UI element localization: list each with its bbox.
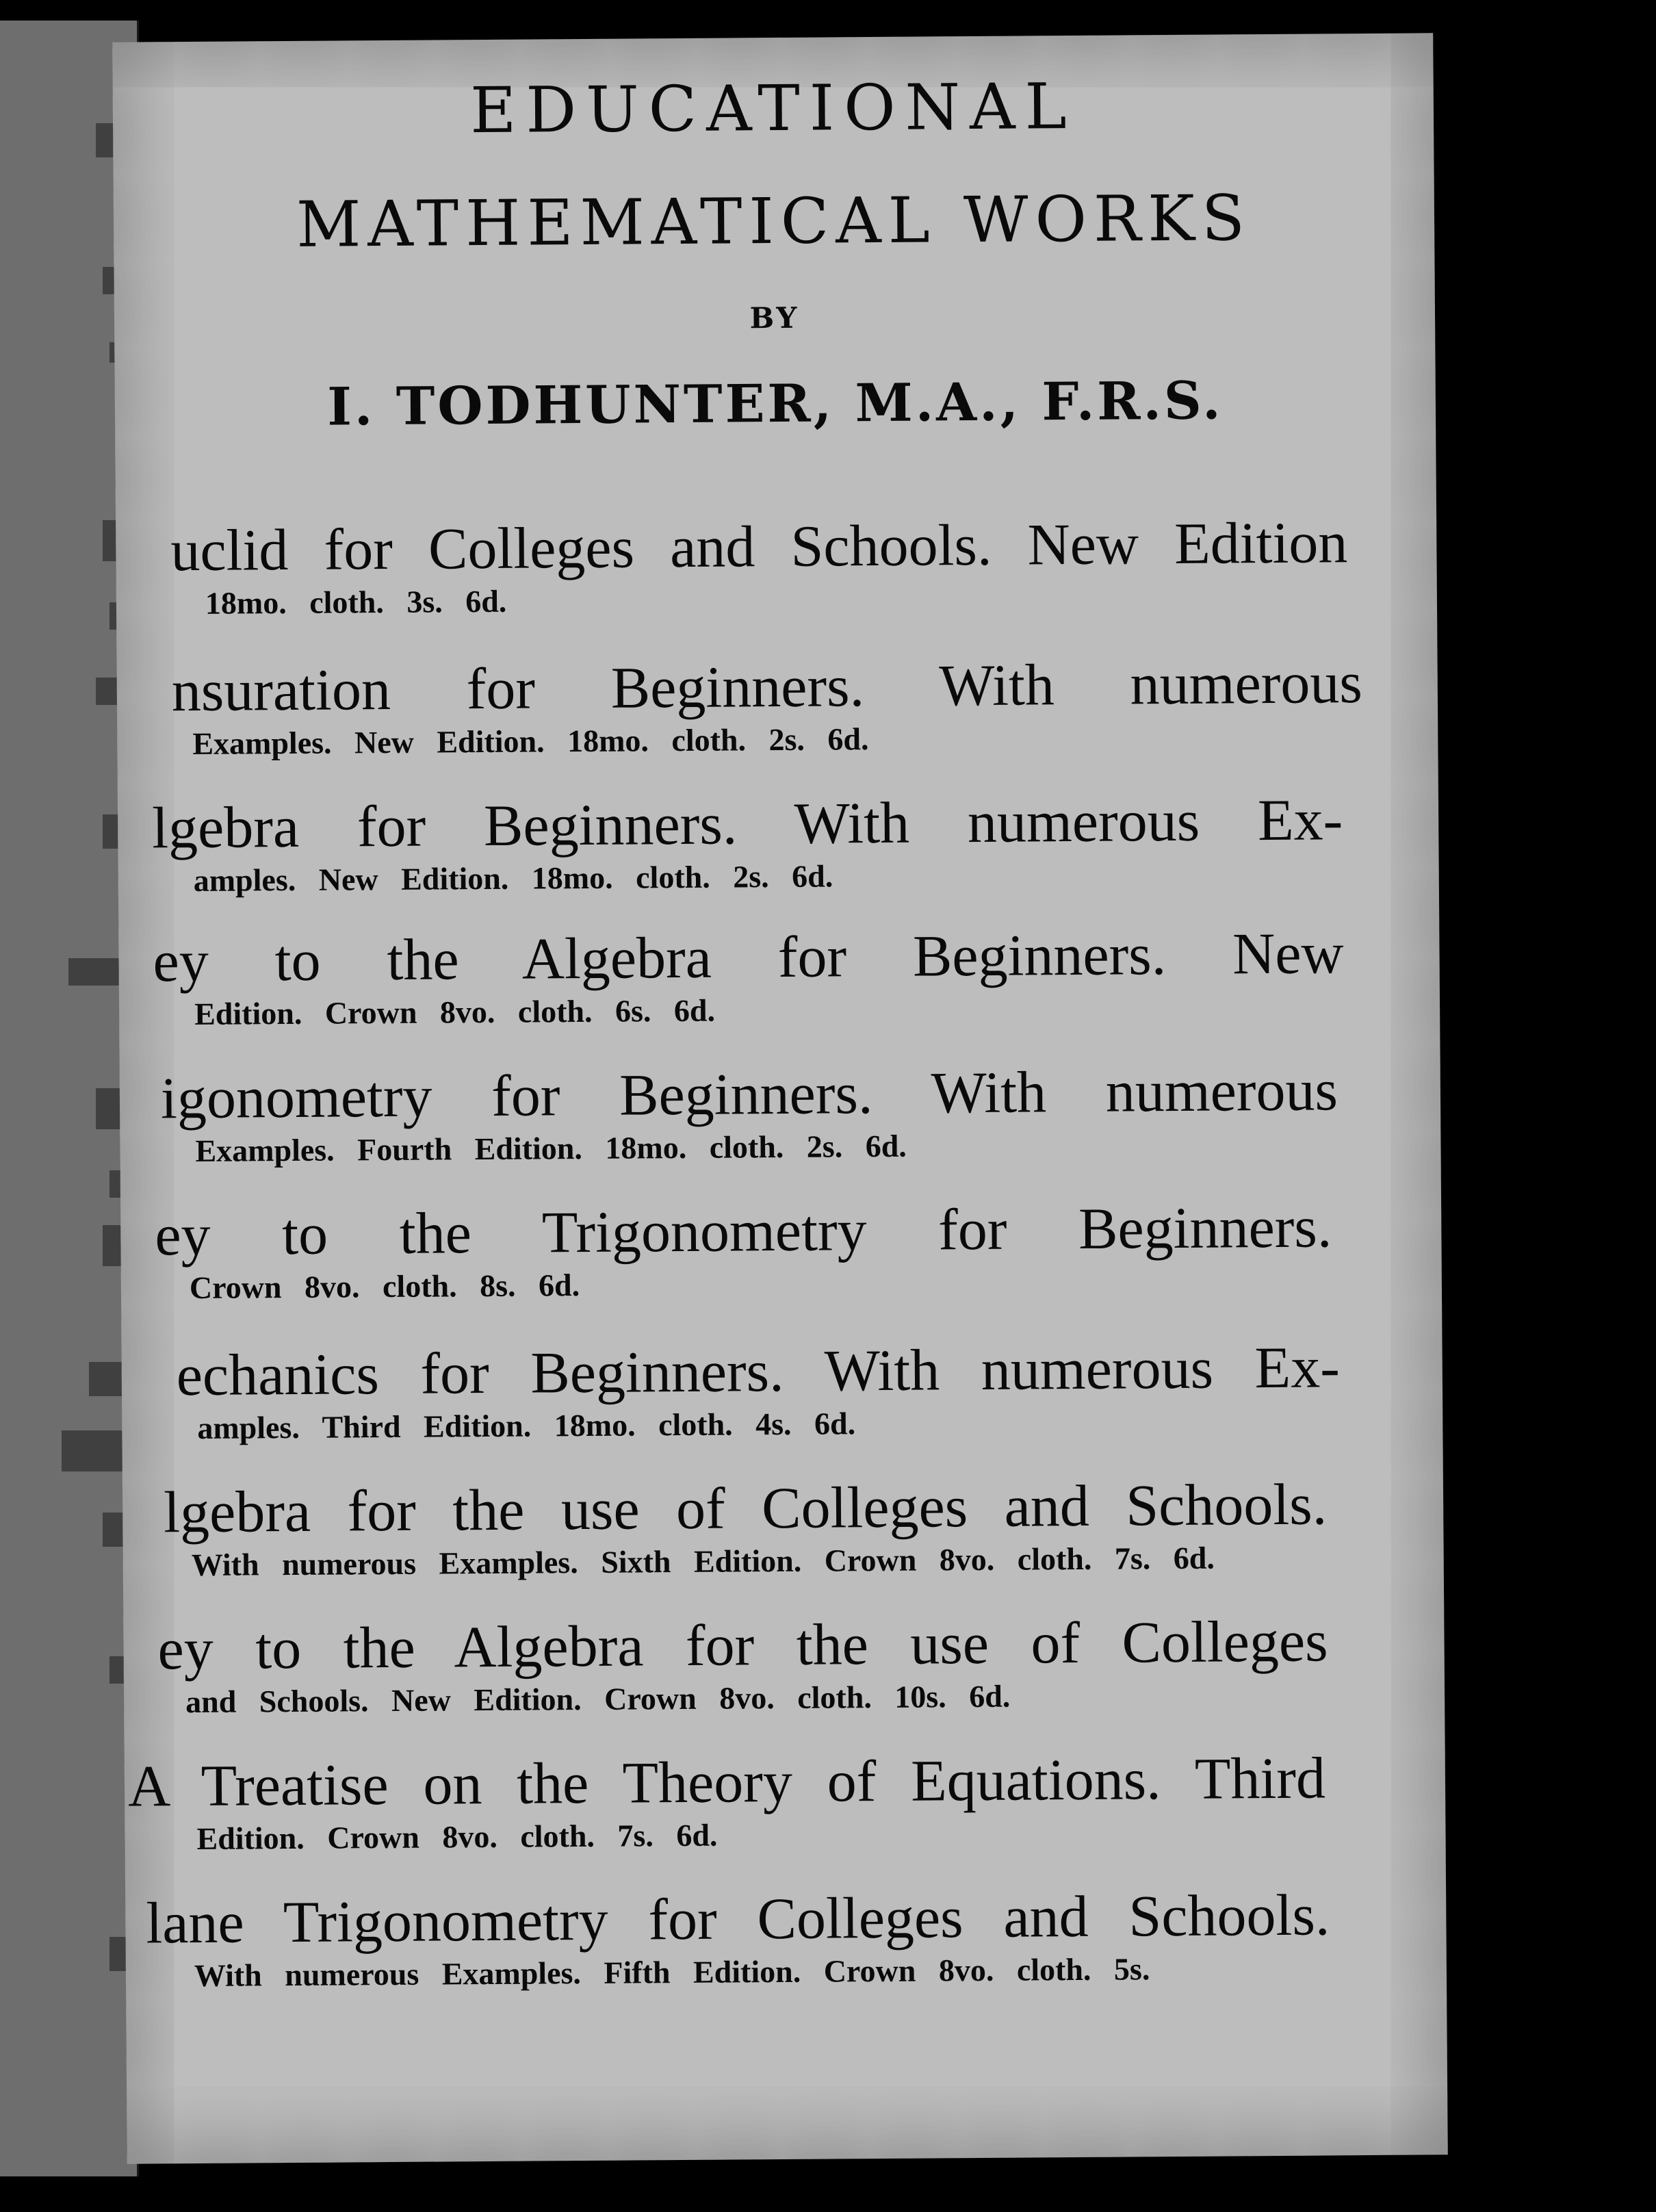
heading-educational: EDUCATIONAL [469,69,1076,148]
book-entry [155,1194,1332,1309]
book-details: Examples. New Edition. 18mo. cloth. 2s. 6d. [192,721,869,761]
book-title: ey to the Algebra for the use of Colleges [157,1608,1328,1682]
book-title: echanics for Beginners. With numerous Ex- [176,1334,1341,1409]
book-details: amples. Third Edition. 18mo. cloth. 4s. 6d. [197,1406,856,1445]
book-entry [128,1745,1326,1860]
heading-by: BY [749,300,800,335]
book-title: nsuration for Beginners. With numerous [171,650,1363,724]
author-name: I. TODHUNTER, M.A., F.R.S. [327,370,1224,437]
book-details: amples. New Edition. 18mo. cloth. 2s. 6d. [193,858,833,898]
book-title: uclid for Colleges and Schools. New Edition [170,509,1348,584]
book-entry [146,1881,1330,1996]
book-entry [161,1057,1338,1172]
book-details: Crown 8vo. cloth. 8s. 6d. [189,1268,580,1306]
book-details: 18mo. cloth. 3s. 6d. [205,583,507,621]
book-title: lgebra for Beginners. With numerous Ex- [151,786,1343,861]
book-title: ey to the Trigonometry for Beginners. [155,1194,1332,1268]
heading-mathematical-works: MATHEMATICAL WORKS [296,181,1252,261]
book-details: With numerous Examples. Fifth Edition. Crown 8vo. cloth. 5s. [194,1951,1150,1994]
book-entry [164,1471,1328,1586]
book-details: Examples. Fourth Edition. 18mo. cloth. 2s. 6d. [195,1128,907,1168]
book-entry [157,1608,1328,1723]
book-title: igonometry for Beginners. With numerous [160,1057,1338,1131]
book-entry [171,650,1362,764]
book-details: Edition. Crown 8vo. cloth. 7s. 6d. [196,1817,718,1856]
catalogue-page [112,33,1448,2163]
book-title: ey to the Algebra for Beginners. New [153,920,1344,994]
book-title: A Treatise on the Theory of Equations. Third [127,1745,1326,1819]
book-details: With numerous Examples. Sixth Edition. Crown 8vo. cloth. 7s. 6d. [191,1540,1215,1583]
book-entry [170,509,1348,624]
book-details: and Schools. New Edition. Crown 8vo. cloth. 10s. 6d. [185,1678,1011,1720]
book-entry [152,786,1343,901]
book-title: lane Trigonometry for Colleges and Schools. [146,1881,1330,1956]
book-entry [176,1334,1340,1449]
book-entry [153,920,1344,1035]
book-title: lgebra for the use of Colleges and Schools. [163,1471,1328,1545]
page-content [112,33,1448,2163]
book-details: Edition. Crown 8vo. cloth. 6s. 6d. [194,992,716,1031]
